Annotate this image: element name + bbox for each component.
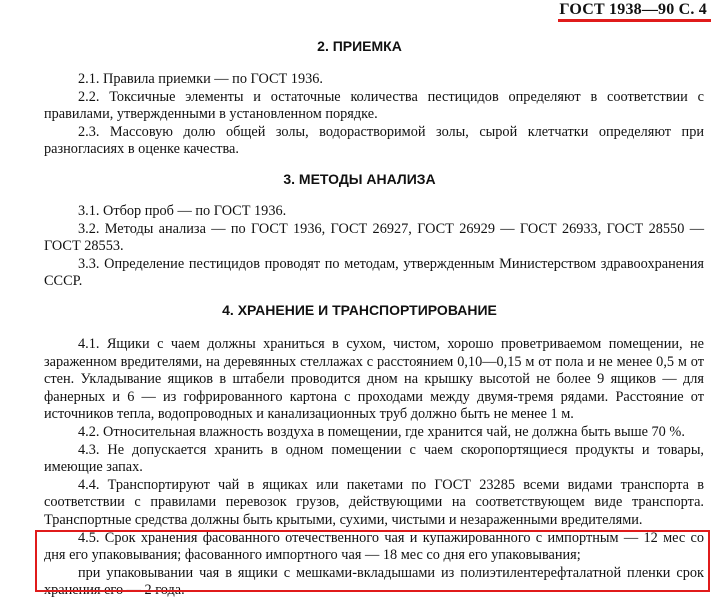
- section-title-storage: 4. ХРАНЕНИЕ И ТРАНСПОРТИРОВАНИЕ: [222, 302, 497, 318]
- section-body-analysis: [44, 203, 704, 291]
- paragraph-4-4: 4.4. Транспортируют чай в ящиках или пакетами по ГОСТ 23285 всеми видами транспорта в соответствии с правилами перевозок грузов, действующими на соответствующем виде транспорта. Транспортные средства должны быть крытыми, сухими, чистыми и незараженными вредителями.: [44, 476, 704, 528]
- paragraph-3-2: 3.2. Методы анализа — по ГОСТ 1936, ГОСТ 26927, ГОСТ 26929 — ГОСТ 26933, ГОСТ 28550 — ГОСТ 28553.: [44, 220, 704, 255]
- paragraph-4-2: 4.2. Относительная влажность воздуха в помещении, где хранится чай, не должна быть выше 70 %.: [78, 423, 685, 440]
- paragraph-4-1: 4.1. Ящики с чаем должны храниться в сухом, чистом, хорошо проветриваемом помещении, не зараженном вредителями, на деревянных стеллажах с расстоянием 0,10—0,15 м от пола и не менее 0,5 м от стен. Укладывание ящиков в штабели проводится дном на крышку высотой не более 9 ящиков — для фанерных и 6 — из гофрированного картона с проходами между двумя-тремя рядами. Расстояние от источников тепла, водопроводных и канализационных труб должно быть не менее 1 м.: [44, 336, 704, 423]
- section-title-analysis: 3. МЕТОДЫ АНАЛИЗА: [283, 171, 436, 187]
- section-title-acceptance: 2. ПРИЕМКА: [317, 38, 402, 54]
- paragraph-4-5-continued: при упаковывании чая в ящики с мешками-вкладышами из полиэтилентерефталатной пленки срок хранения его — 2 года.: [44, 564, 704, 599]
- header-underline: [558, 19, 711, 22]
- page-header: ГОСТ 1938—90 С. 4: [559, 1, 707, 18]
- paragraph-2-3: 2.3. Массовую долю общей золы, водорастворимой золы, сырой клетчатки определяют при разногласиях в оценке качества.: [44, 123, 704, 158]
- paragraph-4-3: 4.3. Не допускается хранить в одном помещении с чаем скоропортящиеся продукты и товары, имеющие запах.: [44, 441, 704, 476]
- section-body-acceptance: [44, 71, 704, 159]
- paragraph-3-3: 3.3. Определение пестицидов проводят по методам, утвержденным Министерством здравоохранения СССР.: [44, 255, 704, 290]
- paragraph-2-1: 2.1. Правила приемки — по ГОСТ 1936.: [78, 71, 323, 87]
- highlight-box: [35, 530, 710, 592]
- paragraph-4-5: 4.5. Срок хранения фасованного отечественного чая и купажированного с импортным — 12 мес со дня его упаковывания; фасованного импортного чая — 18 мес со дня его упаковывания;: [44, 529, 704, 564]
- paragraph-2-2: 2.2. Токсичные элементы и остаточные количества пестицидов определяют в соответствии с правилами, утвержденными в установленном порядке.: [44, 88, 704, 123]
- paragraph-3-1: 3.1. Отбор проб — по ГОСТ 1936.: [78, 203, 287, 219]
